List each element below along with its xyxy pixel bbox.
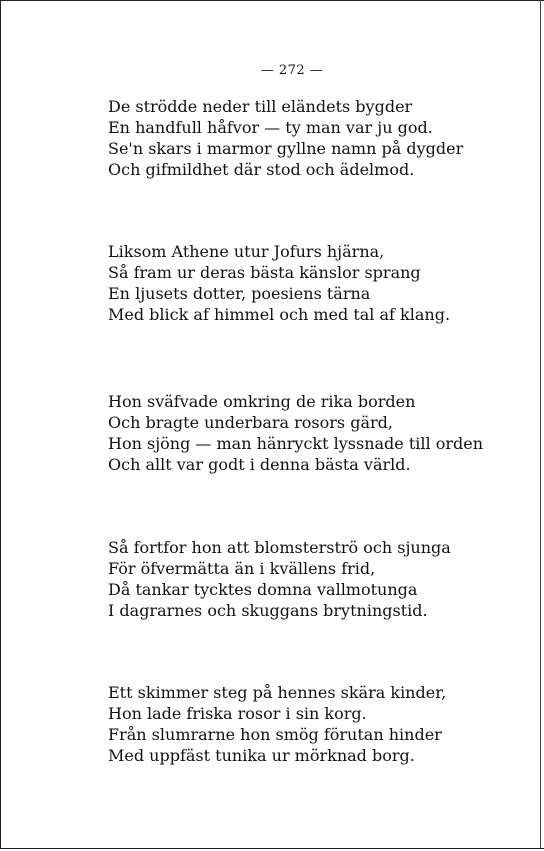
poem-line: I dagrarnes och skuggans brytningstid. (108, 601, 428, 620)
stanza-4 (108, 537, 451, 621)
poem-line: Så fortfor hon att blomsterströ och sjunga (108, 538, 451, 557)
poem-line: En ljusets dotter, poesiens tärna (108, 284, 371, 303)
poem-line: Ett skimmer steg på hennes skära kinder, (108, 683, 447, 702)
page-edge-right (540, 0, 541, 848)
poem-line: Hon sjöng — man hänryckt lyssnade till orden (108, 434, 483, 453)
poem-line: Från slumrarne hon smög förutan hinder (108, 725, 442, 744)
page-edge-left (0, 0, 1, 848)
poem-line: Och allt var godt i denna bästa värld. (108, 455, 411, 474)
poem-line: Så fram ur deras bästa känslor sprang (108, 263, 421, 282)
poem-line: De strödde neder till eländets bygder (108, 97, 413, 116)
stanza-2 (108, 241, 450, 325)
poem-line: Med uppfäst tunika ur mörknad borg. (108, 746, 415, 765)
poem-line: Se'n skars i marmor gyllne namn på dygder (108, 139, 464, 158)
poem-line: Hon lade friska rosor i sin korg. (108, 704, 367, 723)
poem-line: För öfvermätta än i kvällens frid, (108, 559, 376, 578)
page-edge-bottom (0, 848, 544, 849)
page-number: — 272 — (260, 63, 324, 78)
poem-line: Då tankar tycktes domna vallmotunga (108, 580, 418, 599)
poem-line: Med blick af himmel och med tal af klang. (108, 305, 451, 324)
poem-line: Och gifmildhet där stod och ädelmod. (108, 160, 415, 179)
poem-line: Och bragte underbara rosors gärd, (108, 413, 393, 432)
poem-line: Liksom Athene utur Jofurs hjärna, (108, 242, 385, 261)
stanza-5 (108, 682, 446, 766)
stanza-1 (108, 96, 463, 180)
stanza-3 (108, 391, 483, 475)
poem-line: En handfull håfvor — ty man var ju god. (108, 118, 433, 137)
page-edge-top (0, 0, 544, 1)
poem-line: Hon sväfvade omkring de rika borden (108, 392, 416, 411)
